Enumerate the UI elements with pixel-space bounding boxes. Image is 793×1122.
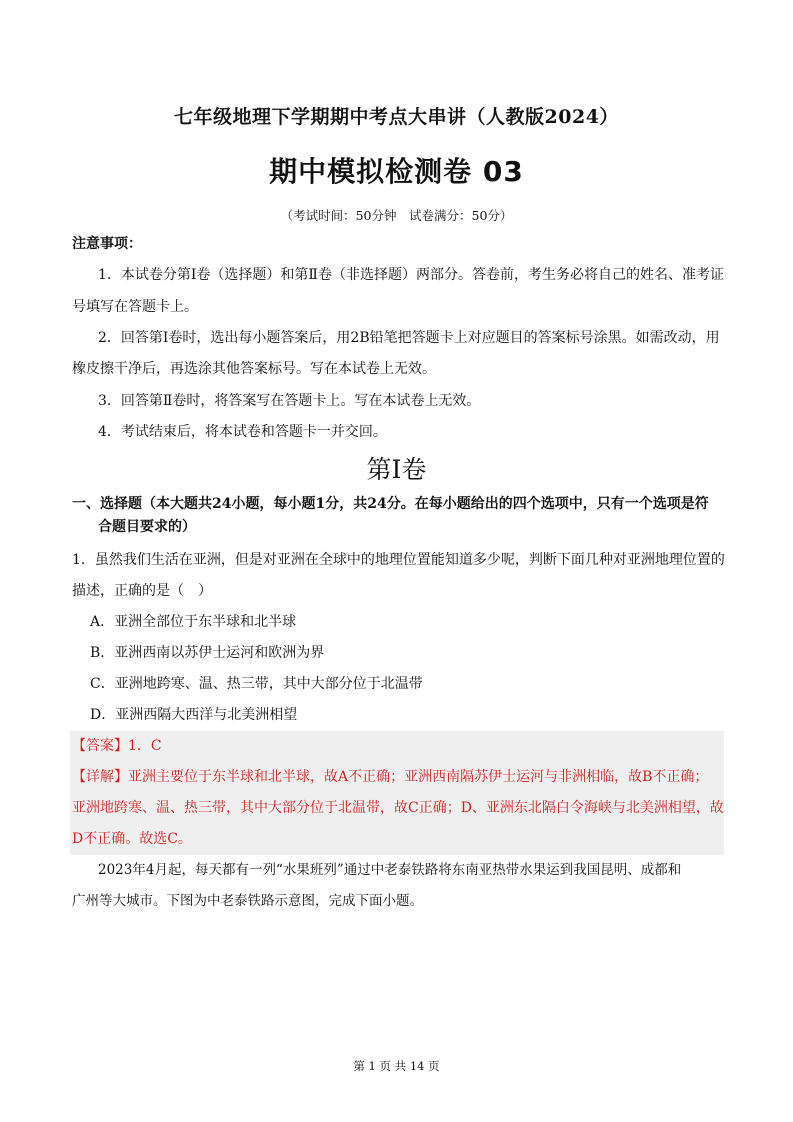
notice-item-3: 3．回答第Ⅱ卷时，将答案写在答题卡上。写在本试卷上无效。 <box>98 393 481 409</box>
document-title: 七年级地理下学期期中考点大串讲（人教版2024） <box>174 106 619 128</box>
section-heading-line-2: 合题目要求的） <box>98 519 196 535</box>
section-title: 第Ⅰ卷 <box>366 455 427 484</box>
notice-item-1-line-1: 1．本试卷分第Ⅰ卷（选择题）和第Ⅱ卷（非选择题）两部分。答卷前，考生务必将自己的姓名、准考证 <box>98 267 724 283</box>
question-1-stem-line-1: 1．虽然我们生活在亚洲，但是对亚洲在全球中的地理位置能知道多少呢，判断下面几种对亚洲地理位置的 <box>72 552 725 568</box>
exam-info: （考试时间：50分钟 试卷满分：50分） <box>280 208 513 223</box>
notice-heading: 注意事项： <box>72 236 142 252</box>
notice-item-1-line-2: 号填写在答题卡上。 <box>72 299 198 315</box>
question-1-option-d: D．亚洲西隔大西洋与北美洲相望 <box>90 707 298 723</box>
notice-item-2-line-1: 2．回答第Ⅰ卷时，选出每小题答案后，用2B铅笔把答题卡上对应题目的答案标号涂黑。如需改动，用 <box>98 330 720 346</box>
notice-item-4: 4．考试结束后，将本试卷和答题卡一并交回。 <box>98 424 387 440</box>
question-1-detail-line-1: 【详解】亚洲主要位于东半球和北半球，故A不正确；亚洲西南隔苏伊士运河与非洲相临，故B不正确； <box>72 769 709 785</box>
passage-line-1: 2023年4月起，每天都有一列“水果班列”通过中老泰铁路将东南亚热带水果运到我国昆明、成都和 <box>98 862 682 878</box>
question-1-detail-line-2: 亚洲地跨寒、温、热三带，其中大部分位于北温带，故C正确；D、亚洲东北隔白令海峡与北美洲相望，故 <box>72 800 724 816</box>
question-1-answer: 【答案】1．C <box>72 738 162 754</box>
question-1-stem-line-2: 描述，正确的是（ ） <box>72 583 212 599</box>
exam-name: 期中模拟检测卷 03 <box>269 155 524 188</box>
question-1-option-c: C．亚洲地跨寒、温、热三带，其中大部分位于北温带 <box>90 676 423 692</box>
question-1-option-b: B．亚洲西南以苏伊士运河和欧洲为界 <box>90 645 325 661</box>
page-number: 第 1 页 共 14 页 <box>353 1059 440 1073</box>
passage-line-2: 广州等大城市。下图为中老泰铁路示意图，完成下面小题。 <box>72 893 423 909</box>
section-heading-line-1: 一、选择题（本大题共24小题，每小题1分，共24分。在每小题给出的四个选项中，只有一个选项是符 <box>72 496 709 512</box>
notice-item-2-line-2: 橡皮擦干净后，再选涂其他答案标号。写在本试卷上无效。 <box>72 361 436 377</box>
question-1-detail-line-3: D不正确。故选C。 <box>72 831 192 847</box>
question-1-option-a: A．亚洲全部位于东半球和北半球 <box>90 614 297 630</box>
